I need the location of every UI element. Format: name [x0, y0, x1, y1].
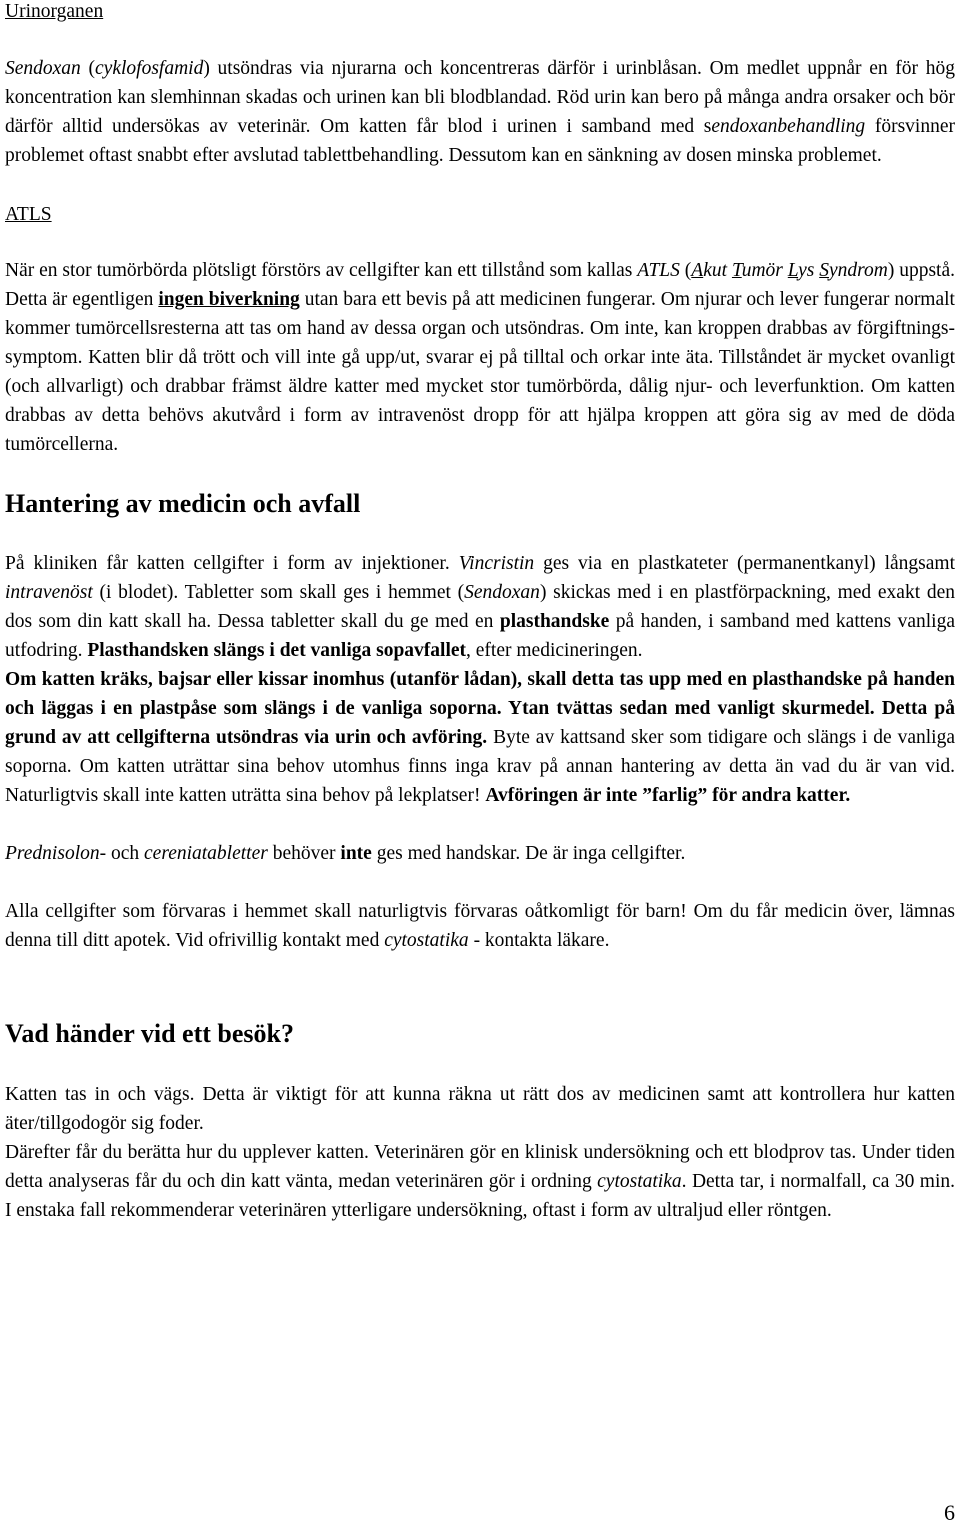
paragraph-atls: När en stor tumörbörda plötsligt förstörs av cellgifter kan ett tillstånd som kallas ATLS (Akut Tumör Lys Syndrom) uppstå. Detta är egentligen ingen biverkning utan bara ett bevis på att medicinen fungerar. Om njurar och lever fungerar normalt kommer tumörcellsresterna att tas om hand av dessa organ och utsöndras. Om inte, kan kroppen drabbas av förgiftnings-symptom. Katten blir då trött och vill inte gå upp/ut, svarar ej på tilltal och orkar inte äta. Tillståndet är mycket ovanligt (och allvarligt) och drabbar främst äldre katter med mycket stor tumörbörda, dålig njur- och leverfunktion. Om katten drabbas av detta behövs akutvård i form av intravenöst dropp för att hjälpa kroppen att göra sig av med de döda tumörcellerna. [5, 260, 955, 455]
paragraph-hantering-2: Prednisolon- och cereniatabletter behöver inte ges med handskar. De är inga cellgifter. [5, 843, 686, 864]
section-heading-atls: ATLS [5, 204, 52, 225]
page-number: 6 [944, 1500, 955, 1525]
section-heading-urinorganen: Urinorganen [5, 1, 104, 22]
paragraph-besok-2: Därefter får du berätta hur du upplever katten. Veterinären gör en klinisk undersökning och ett blodprov tas. Under tiden detta analyseras får du och din katt vänta, medan veterinären gör i ordning cytostatika. Detta tar, i normalfall, ca 30 min. I enstaka fall rekommenderar veterinären ytterligare undersökning, oftast i form av ultraljud eller röntgen. [5, 1142, 956, 1221]
paragraph-urinorganen: Sendoxan (cyklofosfamid) utsöndras via njurarna och koncentreras därför i urinblåsan. Om medlet uppnår en för hög koncentration kan slemhinnan skadas och urinen kan bli blodblandad. Röd urin kan bero på många andra orsaker och bör därför alltid undersökas av veterinär. Om katten får blod i urinen i samband med sendoxanbehandling försvinner problemet oftast snabbt efter avslutad tablettbehandling. Dessutom kan en sänkning av dosen minska problemet. [5, 58, 955, 166]
section-heading-besok: Vad händer vid ett besök? [5, 1019, 294, 1048]
section-heading-hantering: Hantering av medicin och avfall [5, 489, 361, 518]
paragraph-hantering-3: Alla cellgifter som förvaras i hemmet skall naturligtvis förvaras oåtkomligt för barn! Om du får medicin över, lämnas denna till ditt apotek. Vid ofrivillig kontakt med cytostatika - kontakta läkare. [5, 901, 955, 951]
paragraph-hantering-1: På kliniken får katten cellgifter i form av injektioner. Vincristin ges via en plastkateter (permanentkanyl) långsamt intravenöst (i blodet). Tabletter som skall ges i hemmet (Sendoxan) skickas med i en plastförpackning, med exakt den dos som din katt skall ha. Dessa tabletter skall du ge med en plasthandske på handen, i samband med kattens vanliga utfodring. Plasthandsken slängs i det vanliga sopavfallet, efter medicineringen. Om katten kräks, bajsar eller kissar inomhus (utanför lådan), skall detta tas upp med en plasthandske på handen och läggas i en plastpåse som slängs i de vanliga soporna. Ytan tvättas sedan med vanligt skurmedel. Detta på grund av att cellgifterna utsöndras via urin och avföring. Byte av kattsand sker som tidigare och slängs i de vanliga soporna. Om katten uträttar sina behov utomhus finns inga krav på annan hantering av detta än vad du är van vid. Naturligtvis skall inte katten uträtta sina behov på lekplatser! Avföringen är inte ”farlig” för andra katter. [5, 553, 956, 806]
paragraph-besok-1: Katten tas in och vägs. Detta är viktigt för att kunna räkna ut rätt dos av medicinen samt att kontrollera hur katten äter/tillgodogör sig foder. [5, 1084, 955, 1134]
document-page [5, 0, 955, 1225]
